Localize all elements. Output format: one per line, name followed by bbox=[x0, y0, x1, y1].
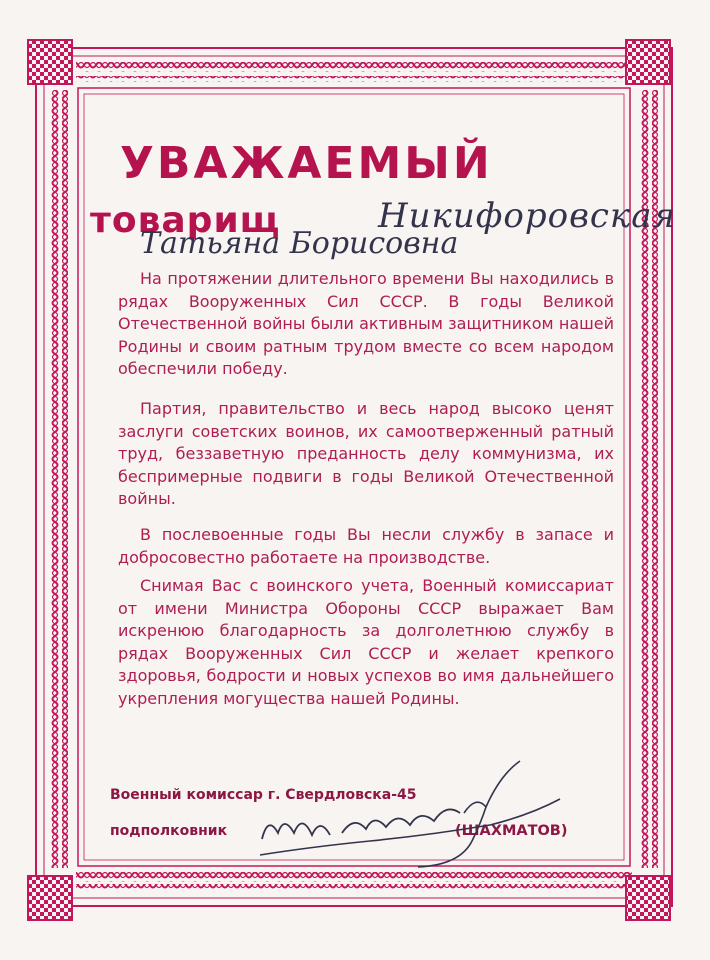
paragraph-gratitude: Снимая Вас с воинского учета, Военный комиссариат от имени Министра Обороны СССР выражает Вам искренюю благодарность за долголетнюю службу в рядах Вооруженных Сил СССР и желает крепкого здоровья, бодрости и новых успехов во имя дальнейшего укрепления могущества нашей Родины. bbox=[118, 576, 614, 708]
signatory-title: Военный комиссар г. Свердловска-45 bbox=[110, 787, 417, 803]
recipient-surname: Никифоровская bbox=[378, 196, 676, 236]
recipient-name: Татьяна Борисовна bbox=[140, 226, 459, 261]
paragraph-appreciation: Партия, правительство и весь народ высоко ценят заслуги советских воинов, их самоотверженный ратный труд, беззаветную преданность делу коммунизма, их беспримерные подвиги в годы Великой Отечественной войны. bbox=[118, 399, 614, 508]
handwritten-signature bbox=[250, 755, 580, 875]
salutation: товарищ bbox=[90, 200, 281, 241]
signatory-rank: подполковник bbox=[110, 823, 228, 839]
certificate-heading: УВАЖАЕМЫЙ bbox=[120, 138, 493, 189]
paragraph-service: На протяжении длительного времени Вы находились в рядах Вооруженных Сил СССР. В годы Великой Отечественной войны были активным защитником нашей Родины и своим ратным трудом вместе со всем народом обеспечили победу. bbox=[118, 269, 614, 378]
signatory-name: (ШАХМАТОВ) bbox=[455, 823, 568, 839]
paragraph-reserve: В послевоенные годы Вы несли службу в запасе и добросовестно работаете на производстве. bbox=[118, 525, 614, 567]
